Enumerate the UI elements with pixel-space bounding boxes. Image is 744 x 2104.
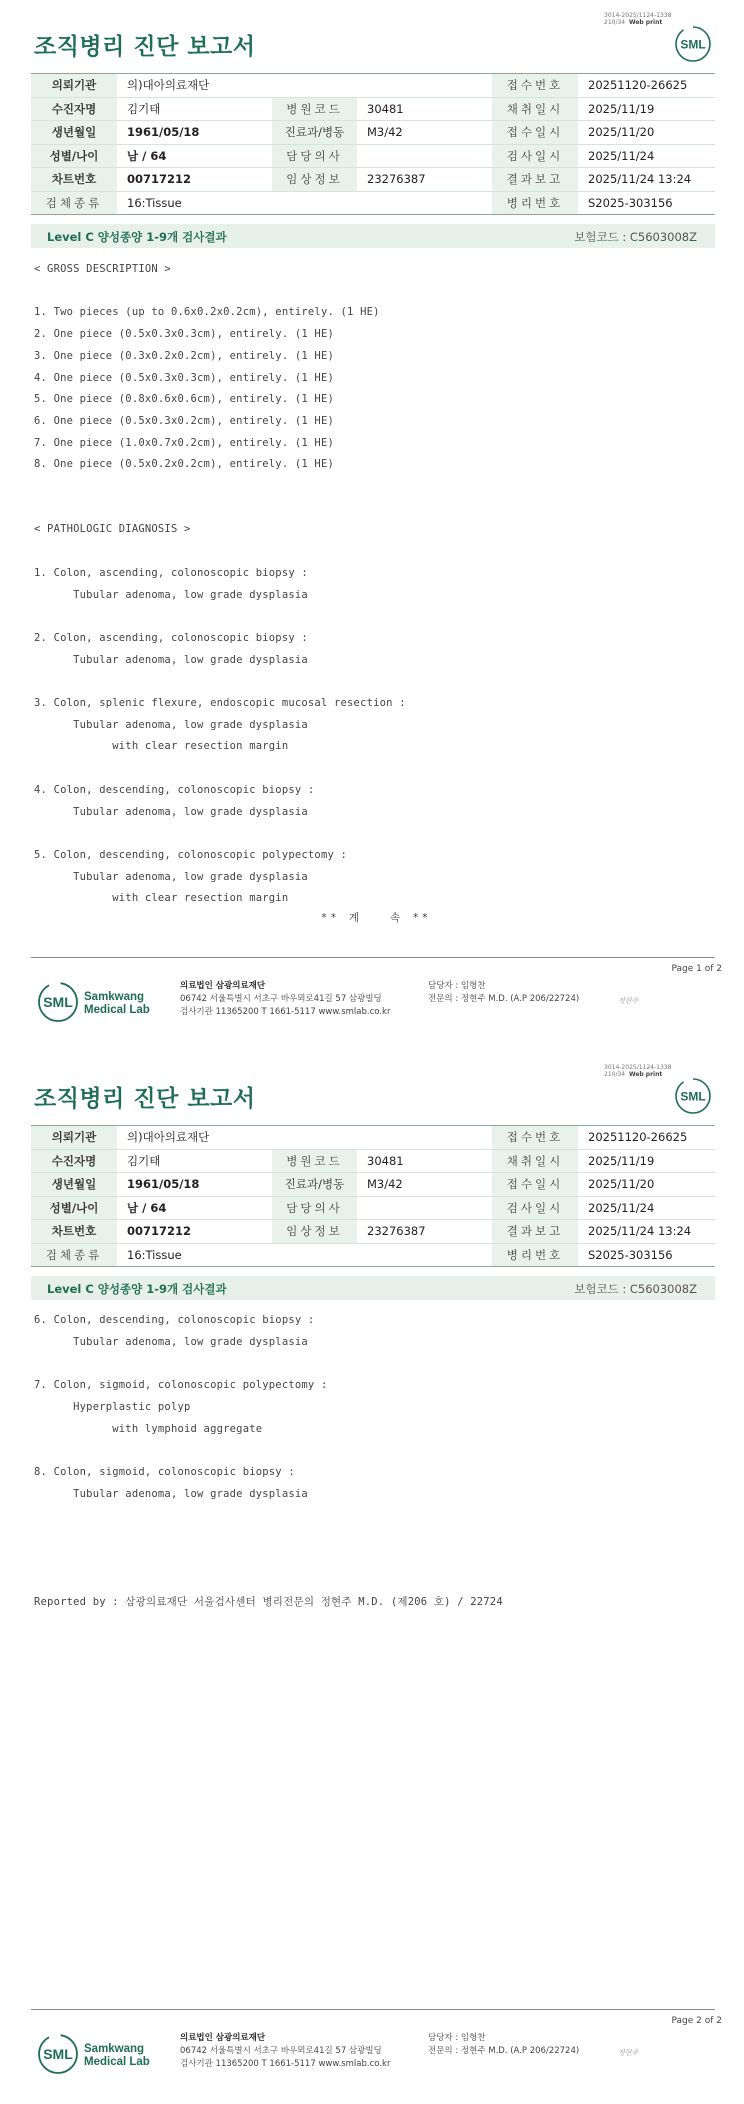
doctor-label: 담당의사 bbox=[272, 144, 357, 168]
dept-label: 진료과/병동 bbox=[272, 121, 357, 145]
received-value: 2025/11/20 bbox=[578, 1173, 715, 1197]
pathology-no-value: S2025-303156 bbox=[578, 1243, 715, 1267]
specimen-value: 16:Tissue bbox=[117, 1243, 492, 1267]
collected-label: 채취일시 bbox=[492, 1149, 578, 1173]
footer-divider bbox=[31, 2009, 715, 2010]
pathology-no-label: 병리번호 bbox=[492, 191, 578, 215]
sex-age-value: 남 / 64 bbox=[117, 144, 272, 168]
receipt-no-label: 접수번호 bbox=[492, 1126, 578, 1150]
insurance-code: 보험코드 : C5603008Z bbox=[574, 1282, 697, 1296]
reported-value: 2025/11/24 13:24 bbox=[578, 168, 715, 192]
doctor-value bbox=[357, 144, 492, 168]
specimen-value: 16:Tissue bbox=[117, 191, 492, 215]
chart-no-value: 00717212 bbox=[117, 168, 272, 192]
patient-name-value: 김기태 bbox=[117, 1149, 272, 1173]
footer-signatories: 담당자 : 임형찬 전문의 : 정현주 M.D. (A.P 206/22724) bbox=[428, 2033, 580, 2056]
dept-value: M3/42 bbox=[357, 1173, 492, 1197]
report-text-page-1: < GROSS DESCRIPTION > 1. Two pieces (up to 0.6x0.2x0.2cm), entirely. (1 HE) 2. One piece (0.5x0.3x0.3cm), entirely. (1 HE) 3. One piece (0.3x0.2x0.2cm), entirely. (1 HE) 4. One piece (0.5x0.3x0.3cm), entirely. (1 HE) 5. One piece (0.8x0.6x0.6cm), entirely. (1 HE) 6. One piece (0.5x0.3x0.2cm), entirely. (1 HE) 7. One piece (1.0x0.7x0.2cm), entirely. (1 HE) 8. One piece (0.5x0.2x0.2cm), entirely. (1 HE) < PATHOLOGIC DIAGNOSIS > 1. Colon, ascending, colonoscopic biopsy : Tubular adenoma, low grade dysplasia 2. Colon, ascending, colonoscopic biopsy : Tubular adenoma, low grade dysplasia 3. Colon, splenic flexure, endoscopic mucosal resection : Tubular adenoma, low grade dysplasia with clear resection margin 4. Colon, descending, colonoscopic biopsy : Tubular adenoma, low grade dysplasia 5. Colon, descending, colonoscopic polypectomy : Tubular adenoma, low grade dysplasia with clear resection margin bbox=[34, 263, 406, 905]
tested-value: 2025/11/24 bbox=[578, 1196, 715, 1220]
tested-label: 검사일시 bbox=[492, 144, 578, 168]
pathology-no-label: 병리번호 bbox=[492, 1243, 578, 1267]
tested-label: 검사일시 bbox=[492, 1196, 578, 1220]
hospital-code-label: 병원코드 bbox=[272, 1149, 357, 1173]
footer-org-info: 의료법인 삼광의료재단 06742 서울특별시 서초구 바우뫼로41길 57 삼광빌딩 검사기관 11365200 T 1661-5117 www.smlab.co.kr bbox=[180, 2033, 391, 2069]
collected-label: 채취일시 bbox=[492, 97, 578, 121]
footer-signatories: 담당자 : 임형찬 전문의 : 정현주 M.D. (A.P 206/22724) bbox=[428, 981, 580, 1004]
specimen-label: 검체종류 bbox=[31, 1243, 117, 1267]
test-level-bar bbox=[31, 224, 715, 248]
collected-value: 2025/11/19 bbox=[578, 97, 715, 121]
clinical-info-label: 임상정보 bbox=[272, 168, 357, 192]
page-number: Page 2 of 2 bbox=[671, 2016, 722, 2026]
received-label: 접수일시 bbox=[492, 1173, 578, 1197]
requester-value: 의)대아의료재단 bbox=[117, 1126, 492, 1150]
receipt-no-label: 접수번호 bbox=[492, 74, 578, 98]
samkwang-logo bbox=[36, 2032, 156, 2076]
patient-info-table bbox=[31, 1125, 715, 1267]
clinical-info-value: 23276387 bbox=[357, 1220, 492, 1244]
sml-logo bbox=[673, 24, 713, 64]
dob-label: 생년월일 bbox=[31, 121, 117, 145]
tested-value: 2025/11/24 bbox=[578, 144, 715, 168]
receipt-no-value: 20251120-26625 bbox=[578, 74, 715, 98]
chart-no-label: 차트번호 bbox=[31, 168, 117, 192]
print-stamp: 3014-2025/1124-1338 210/34 Web print bbox=[604, 1064, 672, 1078]
hospital-code-label: 병원코드 bbox=[272, 97, 357, 121]
samkwang-logo bbox=[36, 980, 156, 1024]
hospital-code-value: 30481 bbox=[357, 97, 492, 121]
report-page-2 bbox=[0, 1052, 744, 2104]
dept-value: M3/42 bbox=[357, 121, 492, 145]
hospital-code-value: 30481 bbox=[357, 1149, 492, 1173]
svg-text:Medical Lab: Medical Lab bbox=[84, 1004, 150, 1016]
chart-no-label: 차트번호 bbox=[31, 1220, 117, 1244]
patient-name-label: 수진자명 bbox=[31, 97, 117, 121]
reported-value: 2025/11/24 13:24 bbox=[578, 1220, 715, 1244]
footer-org-info: 의료법인 삼광의료재단 06742 서울특별시 서초구 바우뫼로41길 57 삼광빌딩 검사기관 11365200 T 1661-5117 www.smlab.co.kr bbox=[180, 981, 391, 1017]
page-title: 조직병리 진단 보고서 bbox=[34, 34, 256, 60]
signature: 정현주 bbox=[618, 2049, 639, 2057]
svg-text:Medical Lab: Medical Lab bbox=[84, 2056, 150, 2068]
svg-text:Samkwang: Samkwang bbox=[84, 2043, 145, 2055]
report-text-page-2: 6. Colon, descending, colonoscopic biopsy : Tubular adenoma, low grade dysplasia 7. Colon, sigmoid, colonoscopic polypectomy : Hyperplastic polyp with lymphoid aggregate 8. Colon, sigmoid, colonoscopic biopsy : Tubular adenoma, low grade dysplasia Reported by : 삼광의료재단 서울검사센터 병리전문의 정현주 M.D. (제206 호) / 22724 bbox=[34, 1314, 503, 1609]
doctor-label: 담당의사 bbox=[272, 1196, 357, 1220]
test-level-title: Level C 양성종양 1-9개 검사결과 bbox=[47, 1282, 227, 1296]
sex-age-label: 성별/나이 bbox=[31, 1196, 117, 1220]
receipt-no-value: 20251120-26625 bbox=[578, 1126, 715, 1150]
requester-value: 의)대아의료재단 bbox=[117, 74, 492, 98]
sex-age-label: 성별/나이 bbox=[31, 144, 117, 168]
sml-logo bbox=[673, 1076, 713, 1116]
insurance-code: 보험코드 : C5603008Z bbox=[574, 230, 697, 244]
dob-label: 생년월일 bbox=[31, 1173, 117, 1197]
patient-name-value: 김기태 bbox=[117, 97, 272, 121]
received-value: 2025/11/20 bbox=[578, 121, 715, 145]
clinical-info-value: 23276387 bbox=[357, 168, 492, 192]
print-stamp: 3014-2025/1124-1338 210/34 Web print bbox=[604, 12, 672, 26]
signature: 정현주 bbox=[618, 997, 639, 1005]
requester-label: 의뢰기관 bbox=[31, 1126, 117, 1150]
footer-divider bbox=[31, 957, 715, 958]
patient-info-table bbox=[31, 73, 715, 215]
reported-label: 결과보고 bbox=[492, 168, 578, 192]
svg-text:SML: SML bbox=[680, 1089, 706, 1104]
svg-text:SML: SML bbox=[680, 37, 706, 52]
dob-value: 1961/05/18 bbox=[117, 1173, 272, 1197]
continued-marker: ** 계 속 ** bbox=[320, 912, 432, 924]
test-level-title: Level C 양성종양 1-9개 검사결과 bbox=[47, 230, 227, 244]
page-number: Page 1 of 2 bbox=[671, 964, 722, 974]
doctor-value bbox=[357, 1196, 492, 1220]
svg-text:SML: SML bbox=[43, 2046, 73, 2062]
svg-text:SML: SML bbox=[43, 994, 73, 1010]
chart-no-value: 00717212 bbox=[117, 1220, 272, 1244]
received-label: 접수일시 bbox=[492, 121, 578, 145]
test-level-bar bbox=[31, 1276, 715, 1300]
svg-text:Samkwang: Samkwang bbox=[84, 991, 145, 1003]
collected-value: 2025/11/19 bbox=[578, 1149, 715, 1173]
sex-age-value: 남 / 64 bbox=[117, 1196, 272, 1220]
pathology-no-value: S2025-303156 bbox=[578, 191, 715, 215]
requester-label: 의뢰기관 bbox=[31, 74, 117, 98]
page-title: 조직병리 진단 보고서 bbox=[34, 1086, 256, 1112]
dept-label: 진료과/병동 bbox=[272, 1173, 357, 1197]
clinical-info-label: 임상정보 bbox=[272, 1220, 357, 1244]
specimen-label: 검체종류 bbox=[31, 191, 117, 215]
dob-value: 1961/05/18 bbox=[117, 121, 272, 145]
reported-label: 결과보고 bbox=[492, 1220, 578, 1244]
patient-name-label: 수진자명 bbox=[31, 1149, 117, 1173]
